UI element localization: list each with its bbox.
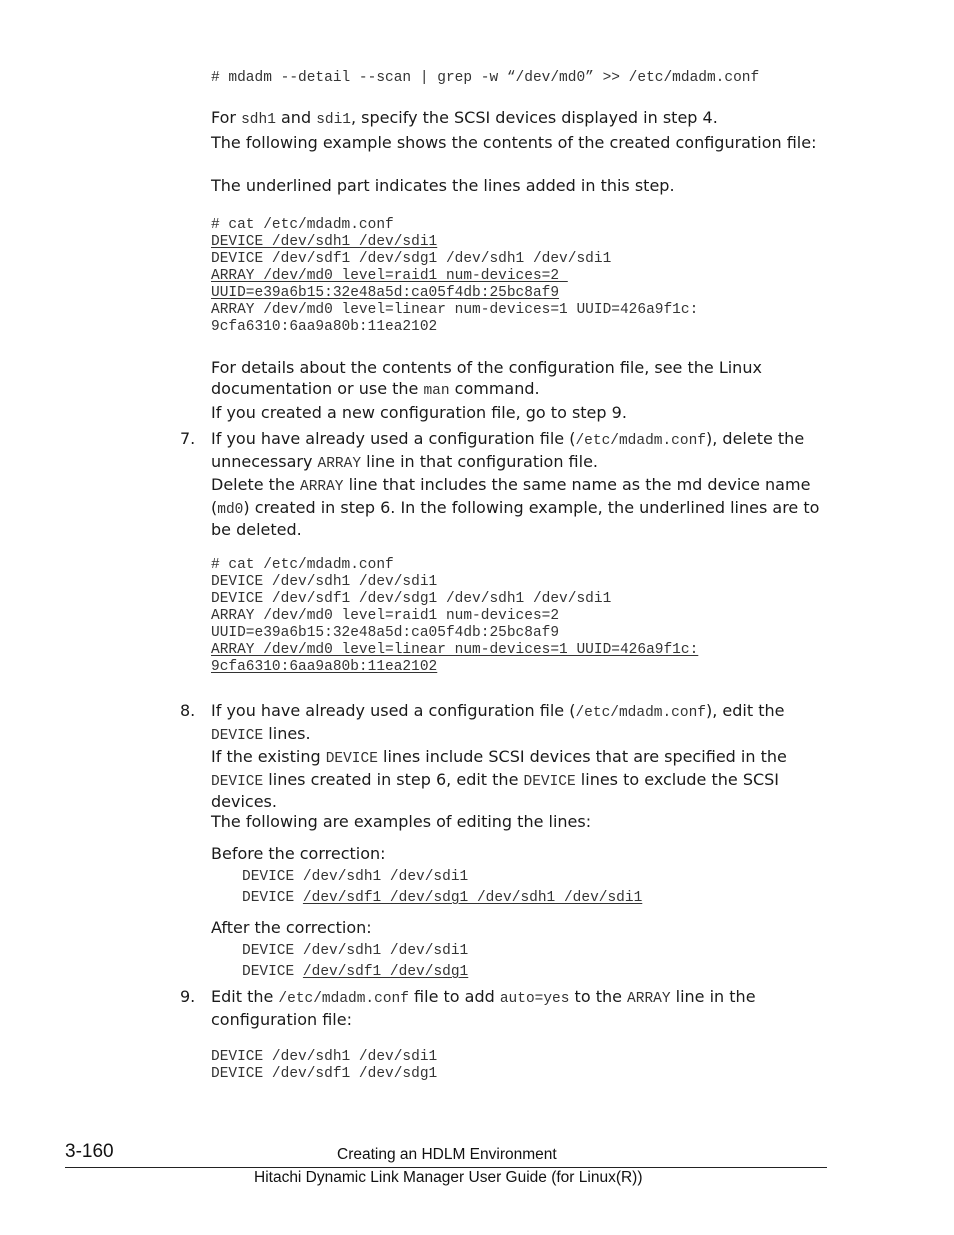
code-line: # cat /etc/mdadm.conf [211,557,394,573]
text: If you have already used a configuration file ( [211,701,576,720]
text: ) created in step 6. In the following example, the underlined lines are to be deleted. [211,497,820,539]
step-8-text [211,701,823,746]
inline-code: md0 [217,501,244,518]
text: file to add [408,987,500,1006]
code-line: DEVICE /dev/sdh1 /dev/sdi1 [242,869,469,885]
inline-code: DEVICE [211,727,264,744]
inline-code: ARRAY [317,455,362,472]
step-number: 9. [180,987,196,1006]
inline-code: /etc/mdadm.conf [575,705,706,721]
step-number: 7. [180,429,196,448]
text: line in the configuration file: [211,987,756,1029]
code-block-after [242,941,468,983]
code-underlined: /dev/sdf1 /dev/sdg1 [302,964,469,980]
page-number: 3-160 [65,1141,114,1162]
inline-code: /etc/mdadm.conf [278,991,409,1007]
code-line-added: ARRAY /dev/md0 level=raid1 num-devices=2 [211,268,568,284]
inline-code: sdh1 [241,112,276,128]
inline-code: ARRAY [627,991,671,1007]
code-text: DEVICE [242,964,303,980]
code-line: 9cfa6310:6aa9a80b:11ea2102 [211,319,438,335]
chapter-title: Creating an HDLM Environment [337,1146,557,1163]
code-line: ARRAY /dev/md0 level=raid1 num-devices=2 [211,608,560,624]
code-line: DEVICE /dev/sdf1 /dev/sdg1 /dev/sdh1 /dev/sdi1 [211,251,612,267]
text: For [211,108,242,127]
inline-code: /etc/mdadm.conf [575,433,706,449]
paragraph-details [211,358,823,401]
paragraph-example: The following example shows the contents of the created configuration file: [211,133,817,152]
command-line: # mdadm --detail --scan | grep -w “/dev/md0” >> /etc/mdadm.conf [211,70,760,86]
step-7-detail [211,475,823,541]
code-line: DEVICE /dev/sdh1 /dev/sdi1 [211,574,438,590]
inline-code: auto=yes [499,991,570,1007]
text: lines. [263,723,311,743]
text: to the [569,987,628,1006]
text: line that includes the same name as the md device name ( [211,475,811,517]
code-line-to-delete: 9cfa6310:6aa9a80b:11ea2102 [211,659,438,675]
text: lines to exclude the SCSI devices. [211,769,780,811]
code-line: DEVICE /dev/sdh1 /dev/sdi1 [242,943,469,959]
code-line-to-delete: ARRAY /dev/md0 level=linear num-devices=1 UUID=426a9f1c: [211,642,699,658]
text: lines created in step 6, edit the [263,769,524,789]
inline-code: ARRAY [300,479,344,495]
code-line-added: UUID=e39a6b15:32e48a5d:ca05f4db:25bc8af9 [211,285,560,301]
step-number: 8. [180,701,196,720]
code-block-config-delete [211,557,698,676]
code-line: UUID=e39a6b15:32e48a5d:ca05f4db:25bc8af9 [211,625,560,641]
code-line: ARRAY /dev/md0 level=linear num-devices=1 UUID=426a9f1c: [211,302,699,318]
footer-rule [65,1167,827,1168]
text: ), edit the [706,701,785,720]
inline-code: man [423,382,450,399]
step-8-detail [211,747,823,813]
step-7-text [211,429,823,474]
text: command. [449,378,540,398]
code-line: # cat /etc/mdadm.conf [211,217,394,233]
code-line-added: DEVICE /dev/sdh1 /dev/sdi1 [211,234,438,250]
code-line: DEVICE /dev/sdf1 /dev/sdg1 [211,1066,438,1082]
code-block-step-9 [211,1049,437,1083]
text: If you have already used a configuration file ( [211,429,576,448]
inline-code: sdi1 [316,112,351,128]
after-label: After the correction: [211,918,372,937]
text: ), delete the unnecessary [211,429,805,471]
paragraph-examples: The following are examples of editing the lines: [211,812,592,831]
inline-code: DEVICE [211,773,264,790]
code-block-before [242,867,642,909]
code-text: DEVICE [242,890,303,906]
text: lines include SCSI devices that are specified in the [377,747,787,766]
code-line: DEVICE /dev/sdh1 /dev/sdi1 [211,1049,438,1065]
text: , specify the SCSI devices displayed in step 4. [351,108,718,127]
text: If the existing [211,747,326,766]
text: For details about the contents of the configuration file, see the Linux documentation or use the [211,358,762,398]
code-block-config-added [211,217,698,336]
text: and [275,108,317,127]
text: line in that configuration file. [361,451,598,471]
paragraph-underlined-note: The underlined part indicates the lines added in this step. [211,176,675,195]
inline-code: DEVICE [325,751,378,767]
before-label: Before the correction: [211,844,386,863]
inline-code: DEVICE [523,773,576,790]
paragraph-new-config: If you created a new configuration file, go to step 9. [211,403,627,422]
step-9-text [211,987,823,1030]
code-line: DEVICE /dev/sdf1 /dev/sdg1 /dev/sdh1 /dev/sdi1 [211,591,612,607]
text: Delete the [211,475,300,494]
text: Edit the [211,987,279,1006]
paragraph-specify-devices [211,108,823,131]
code-underlined: /dev/sdf1 /dev/sdg1 /dev/sdh1 /dev/sdi1 [302,890,643,906]
guide-title: Hitachi Dynamic Link Manager User Guide (for Linux(R)) [254,1169,643,1186]
